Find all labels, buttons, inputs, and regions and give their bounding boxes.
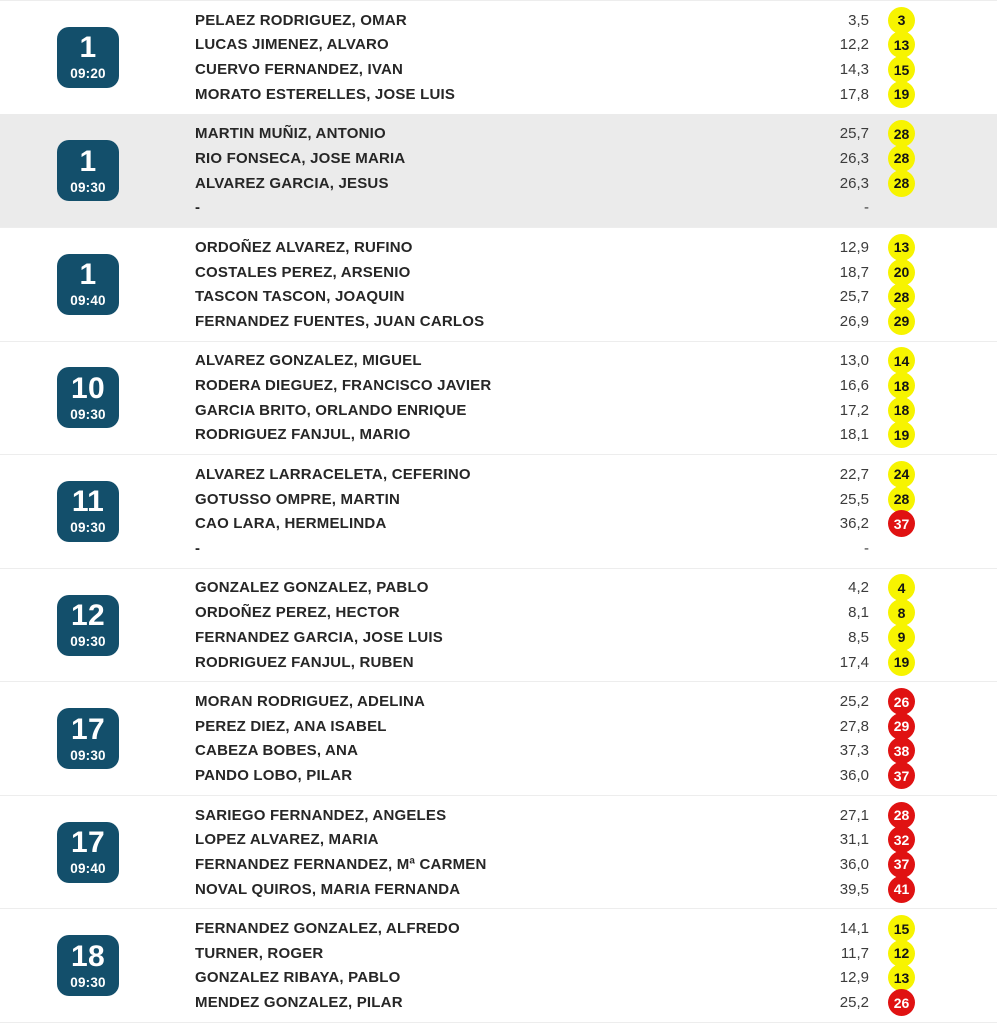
exact-handicap-value: 11,7 — [840, 944, 869, 962]
exact-handicap-value: 12,9 — [839, 969, 869, 987]
player-name: CUERVO FERNANDEZ, IVAN — [195, 61, 404, 79]
tee-box — [57, 254, 119, 315]
playing-handicap-badge: 29 — [888, 308, 915, 335]
tee-group-row[interactable] — [0, 227, 997, 341]
player-list — [195, 803, 915, 902]
player-row — [195, 398, 915, 423]
tee-number: 17 — [71, 826, 105, 860]
player-row — [195, 625, 915, 650]
player-row — [195, 877, 915, 902]
playing-handicap-badge: 13 — [888, 234, 915, 261]
exact-handicap-value: 37,3 — [839, 742, 869, 760]
tee-number: 11 — [71, 485, 105, 519]
player-row — [195, 714, 915, 739]
tee-time: 09:30 — [70, 974, 106, 990]
player-name: SARIEGO FERNANDEZ, ANGELES — [195, 806, 447, 824]
exact-handicap-value: 36,2 — [839, 515, 869, 533]
player-name: PELAEZ RODRIGUEZ, OMAR — [195, 11, 407, 29]
tee-group-row[interactable] — [0, 568, 997, 682]
tee-number: 1 — [79, 258, 97, 292]
player-row — [195, 739, 915, 764]
playing-handicap-badge: 18 — [888, 397, 915, 424]
player-row — [195, 990, 915, 1015]
player-row — [195, 462, 915, 487]
player-row — [195, 689, 915, 714]
player-name: GONZALEZ GONZALEZ, PABLO — [195, 579, 429, 597]
player-row — [195, 260, 915, 285]
exact-handicap-value: 12,9 — [839, 238, 869, 256]
exact-handicap-value: 14,3 — [839, 61, 869, 79]
player-name: FERNANDEZ FERNANDEZ, Mª CARMEN — [195, 855, 487, 873]
player-row — [195, 576, 915, 601]
exact-handicap-value: 25,2 — [839, 994, 869, 1012]
tee-box — [57, 708, 119, 769]
playing-handicap-badge: 18 — [888, 372, 915, 399]
playing-handicap-badge: 8 — [888, 599, 915, 626]
player-row — [195, 235, 915, 260]
player-row — [195, 423, 915, 448]
exact-handicap-value: 25,7 — [839, 288, 869, 306]
player-row — [195, 309, 915, 334]
tee-box — [57, 822, 119, 883]
playing-handicap-badge: 14 — [888, 347, 915, 374]
player-name: LUCAS JIMENEZ, ALVARO — [195, 36, 389, 54]
player-row — [195, 941, 915, 966]
player-name: RODRIGUEZ FANJUL, RUBEN — [195, 653, 414, 671]
tee-time: 09:40 — [70, 861, 106, 877]
exact-handicap-value: 8,1 — [848, 604, 869, 622]
playing-handicap-badge: 3 — [888, 7, 915, 34]
playing-handicap-badge: 28 — [888, 802, 915, 829]
player-name: MENDEZ GONZALEZ, PILAR — [195, 994, 403, 1012]
playing-handicap-badge: 15 — [888, 56, 915, 83]
player-list — [195, 349, 915, 448]
playing-handicap-badge: 37 — [888, 510, 915, 537]
player-name: COSTALES PEREZ, ARSENIO — [195, 263, 411, 281]
player-name: ALVAREZ GONZALEZ, MIGUEL — [195, 352, 422, 370]
player-list — [195, 916, 915, 1015]
player-name: RODRIGUEZ FANJUL, MARIO — [195, 426, 411, 444]
tee-box — [57, 27, 119, 88]
exact-handicap-value: 13,0 — [839, 352, 869, 370]
playing-handicap-badge: 4 — [888, 574, 915, 601]
player-name: MORAN RODRIGUEZ, ADELINA — [195, 693, 426, 711]
tee-number: 12 — [71, 599, 105, 632]
playing-handicap-badge: 13 — [888, 31, 915, 58]
tee-box — [57, 367, 119, 428]
tee-group-row[interactable] — [0, 908, 997, 1022]
playing-handicap-badge: 41 — [888, 876, 915, 903]
player-name: RODERA DIEGUEZ, FRANCISCO JAVIER — [195, 377, 492, 395]
playing-handicap-badge: 37 — [888, 762, 915, 789]
player-row — [195, 121, 915, 146]
playing-handicap-badge: 28 — [888, 486, 915, 513]
tee-group-row[interactable] — [0, 341, 997, 455]
tee-group-row[interactable] — [0, 681, 997, 795]
tee-time: 09:20 — [70, 66, 106, 82]
player-name: NOVAL QUIROS, MARIA FERNANDA — [195, 880, 461, 898]
exact-handicap-value: 17,4 — [839, 653, 869, 671]
playing-handicap-badge: 9 — [888, 624, 915, 651]
exact-handicap-value: 12,2 — [839, 36, 869, 54]
playing-handicap-badge: 29 — [888, 713, 915, 740]
playing-handicap-badge: 37 — [888, 851, 915, 878]
player-name: LOPEZ ALVAREZ, MARIA — [195, 831, 379, 849]
tee-number: 17 — [71, 712, 105, 746]
player-name: FERNANDEZ GONZALEZ, ALFREDO — [195, 920, 460, 938]
tee-box — [57, 595, 119, 656]
exact-handicap-value: 36,0 — [839, 767, 869, 785]
exact-handicap-value: 27,1 — [839, 806, 869, 824]
player-row — [195, 852, 915, 877]
playing-handicap-badge: 20 — [888, 259, 915, 286]
player-list — [195, 8, 915, 107]
exact-handicap-value: 14,1 — [839, 920, 869, 938]
playing-handicap-badge: 28 — [888, 120, 915, 147]
tee-group-row[interactable] — [0, 114, 997, 228]
exact-handicap-value: 26,3 — [839, 149, 869, 167]
playing-handicap-badge: 19 — [888, 81, 915, 108]
playing-handicap-badge: 19 — [888, 421, 915, 448]
playing-handicap-badge: 38 — [888, 737, 915, 764]
player-name: ALVAREZ GARCIA, JESUS — [195, 174, 389, 192]
playing-handicap-badge: 24 — [888, 461, 915, 488]
playing-handicap-badge: 12 — [888, 940, 915, 967]
player-name: MARTIN MUÑIZ, ANTONIO — [195, 125, 386, 143]
tee-box — [57, 935, 119, 996]
tee-time: 09:30 — [70, 634, 106, 649]
exact-handicap-value: 31,1 — [839, 831, 869, 849]
playing-handicap-badge: 28 — [888, 145, 915, 172]
player-name: TASCON TASCON, JOAQUIN — [195, 288, 405, 306]
exact-handicap-value: - — [864, 199, 869, 217]
tee-group-row[interactable] — [0, 454, 997, 568]
exact-handicap-value: 26,3 — [839, 174, 869, 192]
player-row — [195, 57, 915, 82]
playing-handicap-badge: 15 — [888, 915, 915, 942]
exact-handicap-value: 36,0 — [839, 855, 869, 873]
exact-handicap-value: 3,5 — [848, 11, 869, 29]
player-name: ORDOÑEZ PEREZ, HECTOR — [195, 604, 400, 622]
player-row — [195, 511, 915, 536]
player-name: FERNANDEZ GARCIA, JOSE LUIS — [195, 628, 443, 646]
exact-handicap-value: 26,9 — [839, 312, 869, 330]
tee-time: 09:30 — [70, 747, 106, 763]
tee-number: 10 — [71, 371, 105, 405]
tee-number: 1 — [79, 144, 97, 178]
exact-handicap-value: 39,5 — [839, 880, 869, 898]
player-row — [195, 827, 915, 852]
tee-box — [57, 140, 119, 201]
player-name: ORDOÑEZ ALVAREZ, RUFINO — [195, 238, 413, 256]
exact-handicap-value: 25,5 — [839, 490, 869, 508]
player-row — [195, 349, 915, 374]
player-list — [195, 689, 915, 788]
tee-time: 09:40 — [70, 293, 106, 309]
exact-handicap-value: 17,2 — [839, 401, 869, 419]
player-row — [195, 33, 915, 58]
tee-number: 1 — [79, 31, 97, 65]
playing-handicap-badge: 19 — [888, 649, 915, 676]
exact-handicap-value: 25,7 — [839, 125, 869, 143]
player-name: PANDO LOBO, PILAR — [195, 767, 353, 785]
player-row — [195, 650, 915, 675]
player-row — [195, 487, 915, 512]
tee-group-row[interactable] — [0, 795, 997, 909]
player-row — [195, 82, 915, 107]
player-list — [195, 462, 915, 561]
player-row — [195, 373, 915, 398]
playing-handicap-badge: 26 — [888, 989, 915, 1016]
player-name: PEREZ DIEZ, ANA ISABEL — [195, 717, 387, 735]
player-name: - — [195, 199, 201, 217]
tee-box — [57, 481, 119, 542]
exact-handicap-value: 18,7 — [839, 263, 869, 281]
player-name: RIO FONSECA, JOSE MARIA — [195, 149, 406, 167]
player-row — [195, 536, 915, 561]
exact-handicap-value: 17,8 — [839, 85, 869, 103]
exact-handicap-value: 22,7 — [839, 465, 869, 483]
player-name: MORATO ESTERELLES, JOSE LUIS — [195, 85, 456, 103]
player-name: - — [195, 539, 201, 557]
player-name: FERNANDEZ FUENTES, JUAN CARLOS — [195, 312, 485, 330]
player-list — [195, 576, 915, 675]
playing-handicap-badge: 26 — [888, 688, 915, 715]
player-row — [195, 196, 915, 221]
player-row — [195, 8, 915, 33]
exact-handicap-value: 25,2 — [839, 693, 869, 711]
player-name: CABEZA BOBES, ANA — [195, 742, 359, 760]
player-row — [195, 763, 915, 788]
exact-handicap-value: 18,1 — [839, 426, 869, 444]
playing-handicap-badge: 28 — [888, 283, 915, 310]
player-list — [195, 235, 915, 334]
tee-number: 18 — [71, 939, 105, 973]
playing-handicap-badge: 13 — [888, 964, 915, 991]
player-list — [195, 121, 915, 220]
player-name: ALVAREZ LARRACELETA, CEFERINO — [195, 465, 471, 483]
player-row — [195, 146, 915, 171]
player-row — [195, 966, 915, 991]
exact-handicap-value: - — [864, 539, 869, 557]
exact-handicap-value: 16,6 — [839, 377, 869, 395]
tee-time: 09:30 — [70, 179, 106, 195]
player-row — [195, 171, 915, 196]
tee-time: 09:30 — [70, 520, 106, 536]
tee-time: 09:30 — [70, 406, 106, 422]
player-name: GARCIA BRITO, ORLANDO ENRIQUE — [195, 401, 467, 419]
tee-group-row[interactable] — [0, 0, 997, 114]
player-name: CAO LARA, HERMELINDA — [195, 515, 387, 533]
player-name: GONZALEZ RIBAYA, PABLO — [195, 969, 401, 987]
exact-handicap-value: 27,8 — [839, 717, 869, 735]
player-name: TURNER, ROGER — [195, 944, 324, 962]
exact-handicap-value: 8,5 — [848, 628, 869, 646]
player-row — [195, 600, 915, 625]
player-row — [195, 284, 915, 309]
playing-handicap-badge: 28 — [888, 170, 915, 197]
exact-handicap-value: 4,2 — [848, 579, 869, 597]
playing-handicap-badge: 32 — [888, 826, 915, 853]
player-row — [195, 916, 915, 941]
player-name: GOTUSSO OMPRE, MARTIN — [195, 490, 401, 508]
player-row — [195, 803, 915, 828]
